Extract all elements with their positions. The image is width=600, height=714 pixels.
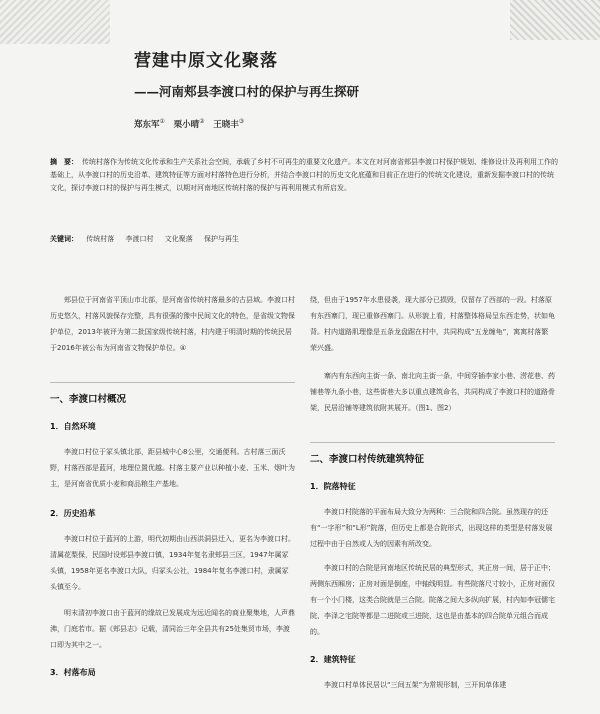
- paragraph: 李渡口村位于蓝河的上游，明代初期由山西洪洞县迁入，更名为李渡口村。清属花梨保，民国时设郏县李渡口镇，1934年复名隶郏县三区，1947年属冢头镇，1958年更名李渡口大队，归冢头公社，1984年复名李渡口村，隶属冢头镇至今。: [50, 535, 295, 591]
- paragraph: 李渡口村院落的平面布局大致分为两种：三合院和四合院。虽然现存的还有“一字形”和“L形”院落，但历史上都是合院形式，出现这样的类型是村落发展过程中由于自然或人为的因素有所改变。: [310, 508, 553, 548]
- author-mark: ②: [199, 118, 205, 126]
- paragraph: 李渡口村单体民居以“三间五架”为常规形制，三开间单体建: [324, 681, 507, 689]
- paragraph: 绕，但由于1957年水患侵袭，现大部分已损毁，仅留存了西部的一段。村落原有东西寨门，现已重修西寨门。从形貌上看，村落整体格局呈东西走势，状如龟背。村内道路肌理像是五条龙盘踞在村中，共同构成“五龙缠龟”，寓寓村落繁荣兴盛。: [310, 296, 555, 352]
- abstract-label: 摘 要：: [50, 158, 78, 166]
- author-mark: ①: [159, 118, 165, 126]
- abstract-text: 传统村落作为传统文化传承和生产关系社会空间，承载了乡村不可再生的重要文化遗产。本文在对河南省郏县李渡口村保护规划、维修设计及再利用工作的基础上，从李渡口村的历史沿革、建筑特征等方面对村落特色进行分析，并结合李渡口村的历史文化底蕴和目前正在进行的传统文化建设，重新发掘李渡口村的传统文化，探讨李渡口村的保护与再生模式，以期对河南地区传统村落的保护与再利用模式有所启发。: [50, 158, 558, 192]
- author-1: [134, 120, 165, 130]
- author-mark: ③: [238, 118, 245, 126]
- section-divider: [50, 382, 295, 383]
- left-column: [50, 292, 295, 678]
- scan-texture-top-right: [510, 0, 600, 40]
- section-heading-1: 一、李渡口村概况: [50, 394, 127, 405]
- keywords: [50, 234, 560, 244]
- subheading-natural-environment: 1．自然环境: [50, 422, 96, 431]
- paragraph: 李渡口村的合院是河南地区传统民居的典型形式，其正房一间，居于正中；两侧东西厢房；正房对面是倒座，中轴线明显。有些院落尺寸较小，正房对面仅有一个小门楼，这类合院就是三合院。院落之间大多纵向扩展，村内如李冠儒宅院、李泽之宅院等都是二进院或三进院，这也是由基本的四合院单元组合而成的。: [310, 564, 555, 636]
- author-3: [213, 120, 244, 130]
- paragraph: 寨内有东西向主街一条、南北向主街一条，中间穿插李家小巷、涝花巷、药铺巷等九条小巷，这些街巷大多以重点建筑命名，共同构成了李渡口村的道路骨架，民居沿铺等建筑依附其展开。（图1、图2）: [310, 372, 555, 412]
- keyword: 保护与再生: [203, 235, 239, 243]
- author-name: 王晓丰: [213, 120, 239, 130]
- keyword: 文化聚落: [164, 235, 193, 243]
- subheading-courtyard: 1．院落特征: [310, 482, 356, 491]
- author-name: 郑东军: [134, 120, 160, 130]
- right-column: [310, 292, 555, 693]
- keyword: 传统村落: [86, 235, 115, 243]
- paragraph: 明末清初李渡口由于蓝河的缘故已发展成为远近闻名的商业聚集地，人声鼎沸，门庭若市。据《郏县志》记载，清同治三年全县共有25处集贸市场，李渡口即为其中之一。: [50, 609, 295, 649]
- keywords-label: 关键词：: [50, 235, 78, 243]
- article-subtitle: ——河南郏县李渡口村的保护与再生探研: [134, 84, 360, 99]
- intro-paragraph: 郏县位于河南省平顶山市北部，是河南省传统村落最多的古县域。李渡口村历史悠久，村落风貌保存完整，具有很强的豫中民间文化的特色，是省级文物保护单位，2013年被评为第二批国家级传统村落，村内建于明清时期的传统民居于2016年被公布为河南省文物保护单位。④: [50, 296, 295, 352]
- author-list: [134, 118, 250, 130]
- subheading-architecture: 2．建筑特征: [310, 655, 356, 664]
- subheading-layout: 3．村落布局: [50, 668, 96, 677]
- author-name: 栗小晴: [173, 120, 200, 130]
- section-heading-2: 二、李渡口村传统建筑特征: [310, 454, 425, 465]
- paragraph: 李渡口村位于冢头镇北部，距县城中心8公里，交通便利。古村落三面沃野，村落西部是蓝河，地理位置优越。村落主要产业以种植小麦、玉米、烟叶为主，是河南省优质小麦和商品粮生产基地。: [50, 448, 295, 488]
- keyword: 李渡口村: [125, 235, 154, 243]
- author-2: [174, 120, 205, 130]
- article-title: 营建中原文化聚落: [134, 51, 278, 71]
- section-divider: [310, 442, 555, 443]
- subheading-history: 2．历史沿革: [50, 509, 96, 518]
- abstract: [50, 156, 560, 195]
- scan-texture-top-left: [0, 0, 110, 44]
